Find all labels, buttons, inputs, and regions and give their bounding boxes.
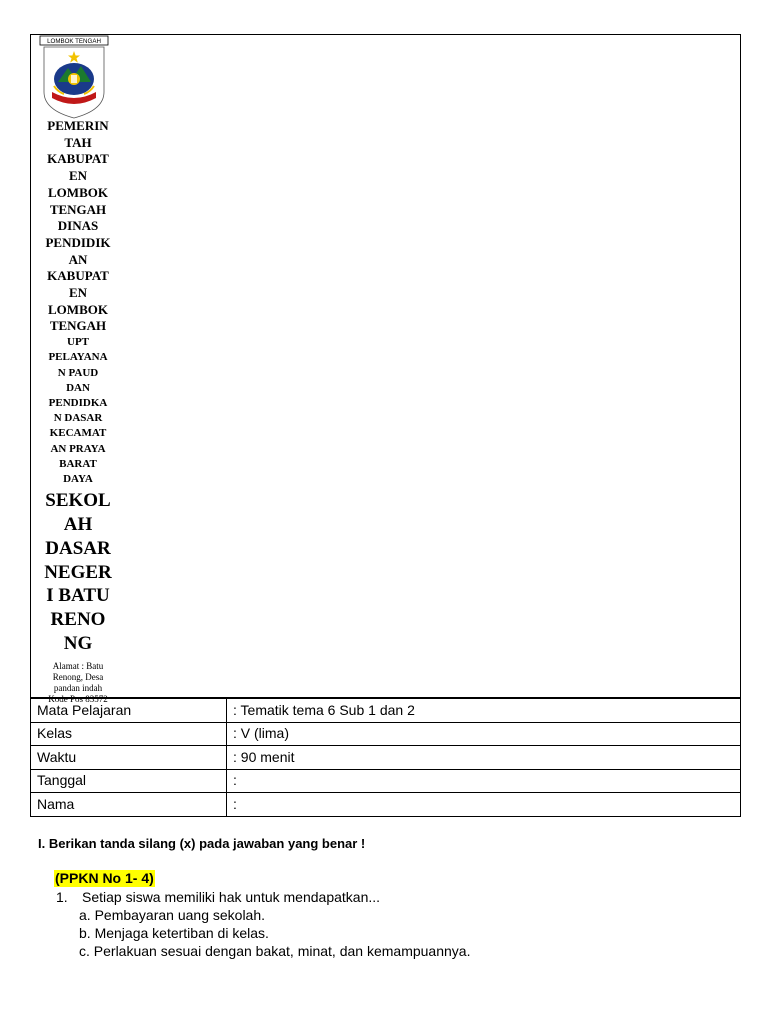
table-row [31, 722, 741, 746]
question-text: Setiap siswa memiliki hak untuk mendapatkan... [82, 889, 381, 905]
option-a: a. Pembayaran uang sekolah. [79, 907, 266, 923]
question-number: 1. [56, 889, 68, 905]
date-label: Tanggal [31, 769, 227, 793]
class-label: Kelas [31, 722, 227, 746]
subject-label: Mata Pelajaran [31, 699, 227, 723]
upt-name: UPT PELAYANA N PAUD DAN PENDIDKA N DASAR KECAMAT AN PRAYA BARAT DAYA [48, 336, 108, 485]
option-c: c. Perlakuan sesuai dengan bakat, minat, dan kemampuannya. [79, 943, 471, 959]
time-label: Waktu [31, 746, 227, 770]
exam-info-table [30, 698, 741, 817]
time-value: : 90 menit [227, 746, 741, 770]
name-value: : [227, 793, 741, 817]
question-1 [56, 888, 380, 906]
lombok-tengah-logo [38, 34, 110, 120]
school-address: Alamat : Batu Renong, Desa pandan indah Kode Pos 83572 [48, 660, 108, 705]
section-instruction: I. Berikan tanda silang (x) pada jawaban yang benar ! [38, 836, 366, 851]
letterhead-text [36, 118, 120, 706]
government-name: PEMERIN TAH KABUPAT EN LOMBOK TENGAH DINAS PENDIDIK AN KABUPAT EN LOMBOK TENGAH [45, 118, 111, 334]
logo-banner-text: LOMBOK TENGAH [47, 38, 101, 46]
date-value: : [227, 769, 741, 793]
subject-value: : Tematik tema 6 Sub 1 dan 2 [227, 699, 741, 723]
table-row [31, 746, 741, 770]
school-name: SEKOL AH DASAR NEGER I BATU RENO NG [44, 490, 112, 654]
letterhead-frame [30, 34, 741, 698]
class-value: : V (lima) [227, 722, 741, 746]
table-row [31, 699, 741, 723]
table-row [31, 793, 741, 817]
option-b: b. Menjaga ketertiban di kelas. [79, 925, 269, 941]
table-row [31, 769, 741, 793]
ppkn-section-label: (PPKN No 1- 4) [55, 870, 154, 886]
name-label: Nama [31, 793, 227, 817]
